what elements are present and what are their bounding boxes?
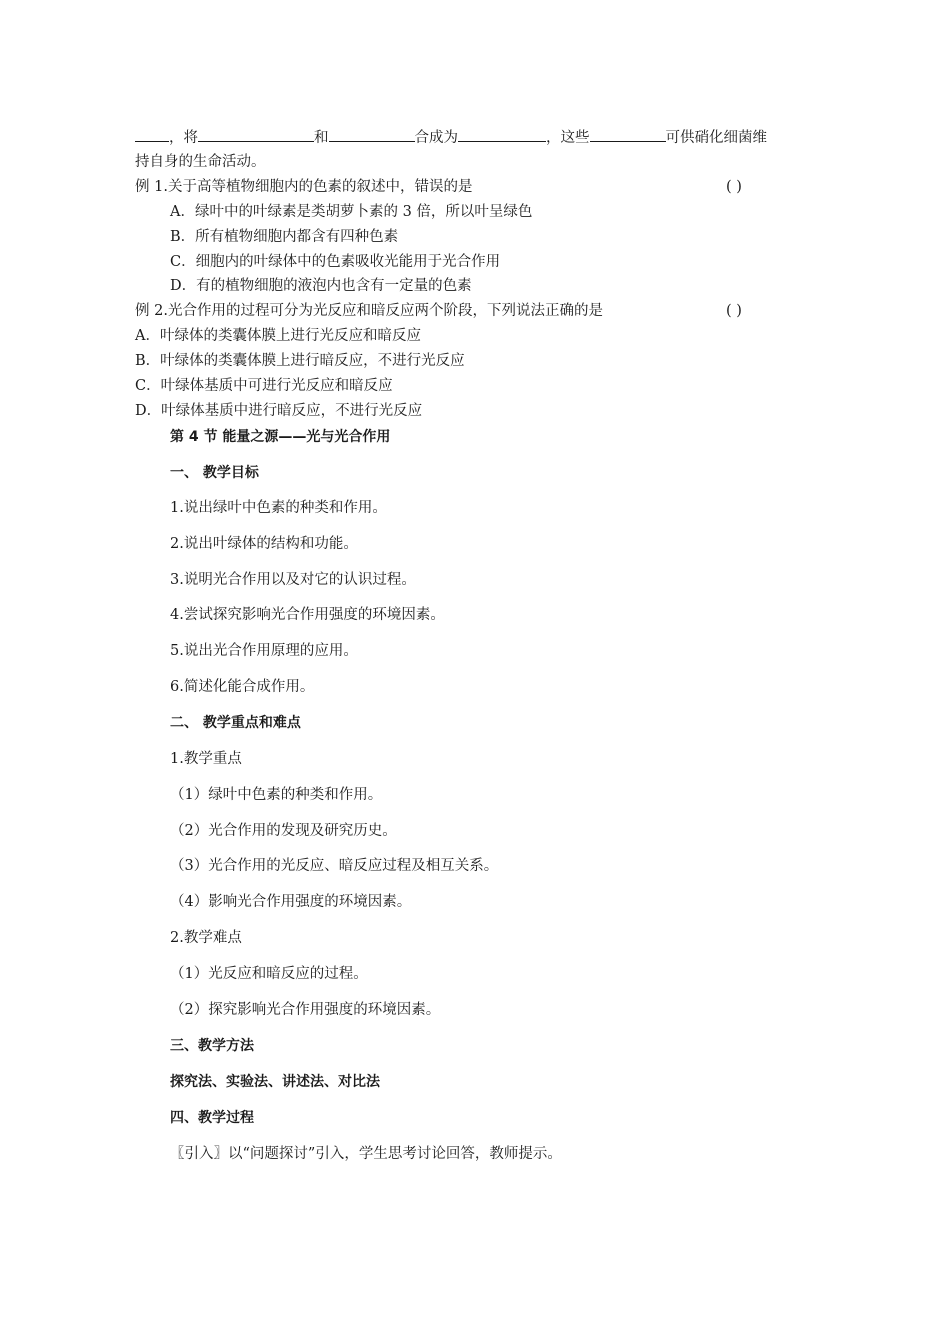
answer-blank[interactable]: [198, 128, 314, 142]
answer-paren: ( ): [726, 303, 742, 319]
goal-item: 4.尝试探究影响光合作用强度的环境因素。: [170, 607, 445, 623]
heading-goals: 一、 教学目标: [170, 465, 259, 481]
goal-item: 3.说明光合作用以及对它的认识过程。: [170, 572, 416, 588]
fill-text: 可供硝化细菌维: [665, 130, 767, 146]
focus-hard-label: 2.教学难点: [170, 930, 242, 946]
fill-line-2: 持自身的生命活动。: [135, 154, 266, 170]
option: D．有的植物细胞的液泡内也含有一定量的色素: [170, 278, 472, 294]
goal-item: 6.简述化能合成作用。: [170, 679, 315, 695]
answer-blank[interactable]: [329, 128, 415, 142]
fill-text: 和: [314, 130, 329, 146]
example-2-stem: 例 2.光合作用的过程可分为光反应和暗反应两个阶段，下列说法正确的是: [135, 303, 603, 319]
answer-paren: ( ): [726, 179, 742, 195]
key-item: （2）光合作用的发现及研究历史。: [170, 823, 397, 839]
goal-item: 1.说出绿叶中色素的种类和作用。: [170, 500, 387, 516]
section-title: 第 4 节 能量之源——光与光合作用: [170, 429, 391, 445]
fill-text: 合成为: [414, 130, 458, 146]
fill-text: ，这些: [546, 130, 590, 146]
key-item: （3）光合作用的光反应、暗反应过程及相互关系。: [170, 858, 499, 874]
option: D．叶绿体基质中进行暗反应，不进行光反应: [135, 403, 423, 419]
key-item: （4）影响光合作用强度的环境因素。: [170, 894, 412, 910]
answer-blank[interactable]: [458, 128, 546, 142]
heading-process: 四、教学过程: [170, 1110, 254, 1126]
option: B．所有植物细胞内都含有四种色素: [170, 229, 399, 245]
option: B．叶绿体的类囊体膜上进行暗反应，不进行光反应: [135, 353, 465, 369]
hard-item: （1）光反应和暗反应的过程。: [170, 966, 368, 982]
process-intro: 〖引入〗以“问题探讨”引入，学生思考讨论回答，教师提示。: [170, 1146, 562, 1162]
option: C．叶绿体基质中可进行光反应和暗反应: [135, 378, 393, 394]
methods-text: 探究法、实验法、讲述法、对比法: [170, 1074, 380, 1090]
fill-blank-line: [135, 128, 767, 147]
fill-text: ，将: [169, 130, 198, 146]
goal-item: 5.说出光合作用原理的应用。: [170, 643, 358, 659]
hard-item: （2）探究影响光合作用强度的环境因素。: [170, 1002, 441, 1018]
example-1-stem: 例 1.关于高等植物细胞内的色素的叙述中，错误的是: [135, 179, 473, 195]
answer-blank[interactable]: [590, 128, 666, 142]
focus-key-label: 1.教学重点: [170, 751, 242, 767]
option: C．细胞内的叶绿体中的色素吸收光能用于光合作用: [170, 254, 501, 270]
heading-focus: 二、 教学重点和难点: [170, 715, 301, 731]
heading-methods: 三、教学方法: [170, 1038, 254, 1054]
option: A．绿叶中的叶绿素是类胡萝卜素的 3 倍，所以叶呈绿色: [170, 204, 533, 220]
key-item: （1）绿叶中色素的种类和作用。: [170, 787, 383, 803]
answer-blank[interactable]: [135, 128, 169, 142]
option: A．叶绿体的类囊体膜上进行光反应和暗反应: [135, 328, 421, 344]
goal-item: 2.说出叶绿体的结构和功能。: [170, 536, 358, 552]
